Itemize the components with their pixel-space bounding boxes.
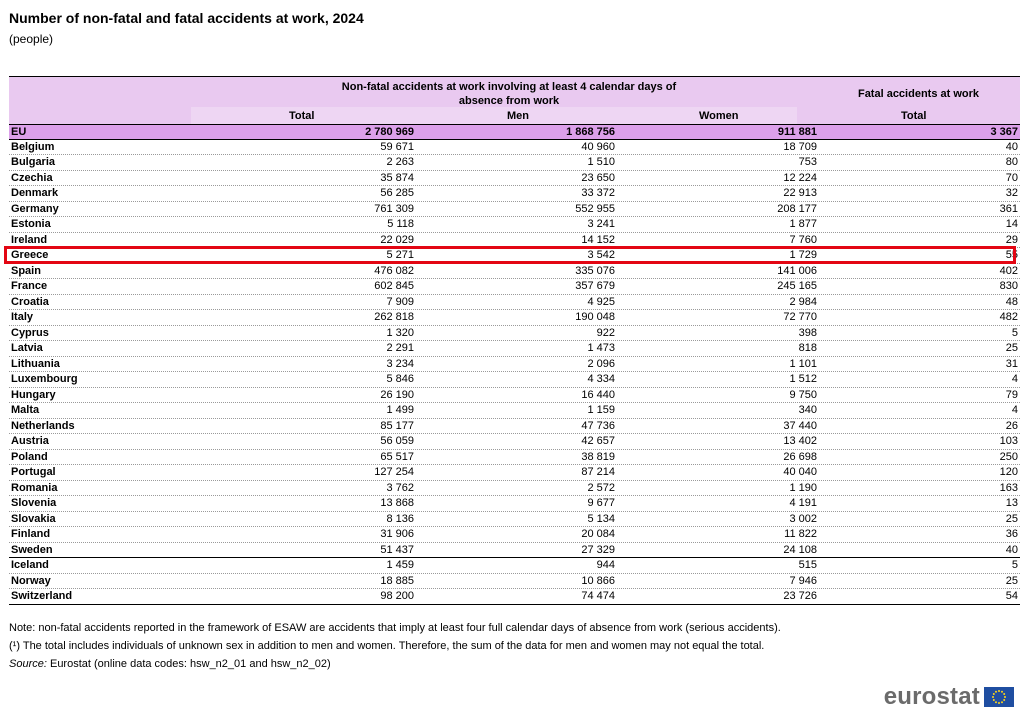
note-text: Note: non-fatal accidents reported in the framework of ESAW are accidents that imply at least four full calendar days of absence from work (serious accidents).	[9, 622, 781, 634]
highlight-box	[4, 246, 1016, 264]
value-women: 7 946	[789, 574, 817, 587]
value-total: 22 029	[380, 233, 414, 246]
value-total: 65 517	[380, 450, 414, 463]
eu-flag-icon	[984, 687, 1014, 707]
country-name: Denmark	[11, 187, 59, 199]
value-women: 13 402	[783, 435, 817, 447]
value-total: 761 309	[374, 202, 414, 215]
country-name: Italy	[11, 311, 34, 323]
value-total: 127 254	[374, 466, 414, 478]
value-total: 5 846	[386, 373, 414, 385]
table-row	[9, 574, 1020, 590]
value-total: 2 780 969	[365, 126, 414, 138]
table-row	[9, 512, 1020, 528]
table-row	[9, 434, 1020, 450]
value-men: 922	[596, 326, 615, 339]
value-women: 24 108	[783, 543, 817, 556]
value-men: 4 334	[587, 373, 615, 385]
value-fatal-total: 163	[999, 481, 1018, 494]
value-fatal-total: 13	[1005, 497, 1018, 509]
value-total: 5 118	[387, 218, 414, 230]
country-name: Switzerland	[11, 590, 73, 602]
country-name: Estonia	[11, 218, 51, 230]
country-name: Netherlands	[11, 419, 75, 432]
value-total: 602 845	[374, 280, 414, 292]
value-men: 335 076	[575, 264, 615, 277]
value-men: 5 134	[587, 512, 615, 525]
country-name: Sweden	[11, 543, 53, 556]
country-name: Romania	[11, 481, 58, 494]
table-row	[9, 186, 1020, 202]
value-women: 753	[798, 156, 817, 168]
table-row	[9, 155, 1020, 171]
value-total: 31 906	[380, 528, 414, 540]
value-total: 13 868	[380, 497, 414, 509]
value-women: 11 822	[784, 528, 817, 540]
country-name: Croatia	[11, 295, 49, 308]
value-fatal-total: 25	[1005, 512, 1018, 525]
value-men: 16 440	[581, 388, 615, 401]
value-women: 12 224	[783, 171, 817, 184]
table-row	[9, 295, 1020, 311]
value-total: 18 885	[380, 574, 414, 587]
value-total: 5 271	[386, 249, 414, 261]
value-fatal-total: 31	[1005, 357, 1018, 370]
table-row	[9, 481, 1020, 497]
source-line	[9, 655, 1009, 673]
table-row	[9, 279, 1020, 295]
country-name: Slovakia	[11, 512, 56, 525]
table-row	[9, 264, 1020, 280]
value-fatal-total: 4	[1011, 373, 1018, 385]
value-fatal-total: 25	[1005, 342, 1018, 354]
group-header-nonfatal: Non-fatal accidents at work involving at least 4 calendar days of absence from work	[341, 81, 677, 107]
table-row	[9, 527, 1020, 543]
value-women: 1 512	[789, 373, 817, 385]
table-row	[9, 171, 1020, 187]
table-row	[9, 450, 1020, 466]
value-total: 8 136	[386, 512, 414, 525]
value-men: 40 960	[581, 140, 615, 153]
value-fatal-total: 361	[999, 202, 1018, 215]
accidents-table	[9, 76, 1020, 605]
table-row	[9, 419, 1020, 435]
value-men: 357 679	[575, 280, 615, 292]
value-total: 1 499	[386, 404, 414, 416]
value-men: 2 572	[587, 481, 615, 494]
table-row	[9, 372, 1020, 388]
value-fatal-total: 80	[1005, 156, 1018, 168]
value-women: 911 881	[777, 126, 817, 138]
value-fatal-total: 48	[1005, 295, 1018, 308]
value-women: 1 190	[789, 481, 817, 494]
value-men: 2 096	[587, 357, 615, 370]
value-women: 2 984	[789, 295, 817, 308]
table-row-eu	[9, 124, 1020, 140]
table-row	[9, 217, 1020, 233]
value-women: 818	[798, 342, 817, 354]
value-fatal-total: 5	[1011, 326, 1018, 339]
table-row	[9, 310, 1020, 326]
table-header	[9, 76, 1020, 124]
col-header-men: Men	[507, 110, 529, 122]
country-name: Cyprus	[11, 326, 49, 339]
value-men: 1 473	[587, 342, 615, 354]
value-total: 56 285	[380, 187, 414, 199]
value-men: 9 677	[587, 497, 615, 509]
country-name: Malta	[11, 404, 40, 416]
value-total: 2 263	[386, 156, 414, 168]
value-women: 1 729	[789, 249, 817, 261]
value-women: 245 165	[777, 280, 817, 292]
value-fatal-total: 26	[1005, 419, 1018, 432]
table-body	[9, 124, 1020, 605]
table-row	[9, 465, 1020, 481]
country-name: Poland	[11, 450, 48, 463]
value-men: 33 372	[581, 187, 615, 199]
value-men: 944	[596, 559, 615, 571]
country-name: Luxembourg	[11, 373, 78, 385]
value-men: 10 866	[581, 574, 615, 587]
value-total: 59 671	[380, 140, 414, 153]
table-row	[9, 140, 1020, 156]
value-women: 9 750	[789, 388, 817, 401]
value-fatal-total: 25	[1005, 574, 1018, 587]
value-total: 2 291	[386, 342, 414, 354]
table-row	[9, 202, 1020, 218]
value-fatal-total: 40	[1005, 543, 1018, 556]
table-row	[9, 341, 1020, 357]
value-fatal-total: 70	[1005, 171, 1018, 184]
value-fatal-total: 4	[1011, 404, 1018, 416]
value-fatal-total: 36	[1005, 528, 1018, 540]
table-row	[9, 543, 1020, 559]
value-men: 14 152	[581, 233, 615, 246]
value-women: 23 726	[783, 590, 817, 602]
value-men: 552 955	[575, 202, 615, 215]
value-total: 3 234	[386, 357, 414, 370]
value-women: 398	[798, 326, 817, 339]
value-men: 23 650	[581, 171, 615, 184]
country-name: Iceland	[11, 559, 49, 571]
group-header-fatal: Fatal accidents at work	[857, 88, 980, 100]
value-total: 262 818	[374, 311, 414, 323]
value-women: 4 191	[789, 497, 817, 509]
country-name: France	[11, 280, 48, 292]
value-fatal-total: 250	[999, 450, 1018, 463]
value-fatal-total: 103	[999, 435, 1018, 447]
country-name: Belgium	[11, 140, 55, 153]
value-men: 3 542	[587, 249, 615, 261]
value-fatal-total: 830	[999, 280, 1018, 292]
value-total: 1 320	[386, 326, 414, 339]
country-name: Czechia	[11, 171, 53, 184]
table-row	[9, 388, 1020, 404]
value-fatal-total: 402	[999, 264, 1018, 277]
value-women: 208 177	[777, 202, 817, 215]
value-men: 47 736	[581, 419, 615, 432]
value-women: 26 698	[783, 450, 817, 463]
country-name: Finland	[11, 528, 51, 540]
logo-wordmark: eurostat	[883, 683, 980, 710]
value-women: 37 440	[783, 419, 817, 432]
page-title: Number of non-fatal and fatal accidents at work, 2024	[9, 10, 364, 26]
value-men: 1 868 756	[566, 126, 615, 138]
value-total: 98 200	[380, 590, 414, 602]
value-men: 1 159	[587, 404, 615, 416]
country-name: Portugal	[11, 466, 56, 478]
value-fatal-total: 55	[1005, 249, 1018, 261]
value-fatal-total: 14	[1005, 218, 1018, 230]
value-men: 4 925	[587, 295, 615, 308]
value-men: 38 819	[581, 450, 615, 463]
value-men: 42 657	[581, 435, 615, 447]
country-name: Slovenia	[11, 497, 57, 509]
value-fatal-total: 29	[1005, 233, 1018, 246]
value-fatal-total: 40	[1005, 140, 1018, 153]
country-name: Norway	[11, 574, 51, 587]
country-name: Latvia	[11, 342, 43, 354]
value-men: 3 241	[587, 218, 615, 230]
value-fatal-total: 3 367	[990, 126, 1018, 138]
value-women: 18 709	[783, 140, 817, 153]
table-row	[9, 403, 1020, 419]
value-women: 22 913	[783, 187, 817, 199]
value-men: 27 329	[581, 543, 615, 556]
value-fatal-total: 54	[1005, 590, 1018, 602]
value-men: 74 474	[581, 590, 615, 602]
value-women: 141 006	[777, 264, 817, 277]
value-women: 1 877	[789, 218, 817, 230]
country-name: Lithuania	[11, 357, 60, 370]
value-men: 87 214	[581, 466, 615, 478]
table-row	[9, 558, 1020, 574]
value-men: 1 510	[587, 156, 615, 168]
value-total: 1 459	[386, 559, 414, 571]
notes	[9, 619, 1009, 673]
table-row	[9, 589, 1020, 605]
value-total: 51 437	[380, 543, 414, 556]
value-men: 20 084	[581, 528, 615, 540]
value-total: 35 874	[380, 171, 414, 184]
page-subtitle: (people)	[9, 32, 54, 46]
value-fatal-total: 5	[1011, 559, 1018, 571]
value-women: 515	[798, 559, 817, 571]
value-women: 72 770	[783, 311, 817, 323]
value-women: 40 040	[783, 466, 817, 478]
table-row	[9, 326, 1020, 342]
value-women: 3 002	[789, 512, 817, 525]
col-header-women: Women	[699, 110, 739, 122]
country-name: Spain	[11, 264, 41, 277]
value-total: 26 190	[380, 388, 414, 401]
country-name: Greece	[11, 249, 49, 261]
value-women: 7 760	[789, 233, 817, 246]
value-fatal-total: 120	[999, 466, 1018, 478]
value-total: 7 909	[386, 295, 414, 308]
eurostat-logo	[884, 684, 1014, 710]
value-total: 85 177	[380, 419, 414, 432]
col-header-fatal-total: Total	[901, 110, 927, 122]
source-text: Eurostat (online data codes: hsw_n2_01 and hsw_n2_02)	[46, 658, 331, 670]
table-row	[9, 357, 1020, 373]
country-name: Austria	[11, 435, 49, 447]
country-name: Germany	[11, 202, 59, 215]
source-label: Source:	[9, 658, 47, 670]
table-row	[9, 496, 1020, 512]
value-total: 3 762	[386, 481, 414, 494]
value-women: 340	[798, 404, 817, 416]
country-name: EU	[11, 126, 27, 138]
value-total: 56 059	[380, 435, 414, 447]
country-name: Hungary	[11, 388, 56, 401]
value-fatal-total: 32	[1005, 187, 1018, 199]
value-fatal-total: 482	[999, 311, 1018, 323]
value-total: 476 082	[374, 264, 414, 277]
country-name: Ireland	[11, 233, 48, 246]
country-name: Bulgaria	[11, 156, 56, 168]
value-women: 1 101	[789, 357, 817, 370]
footnote-text: (¹) The total includes individuals of unknown sex in addition to men and women. Therefore, the sum of the data for men and women may not equal the total.	[9, 640, 765, 652]
value-men: 190 048	[575, 311, 615, 323]
value-fatal-total: 79	[1005, 388, 1018, 401]
col-header-total: Total	[289, 110, 315, 122]
